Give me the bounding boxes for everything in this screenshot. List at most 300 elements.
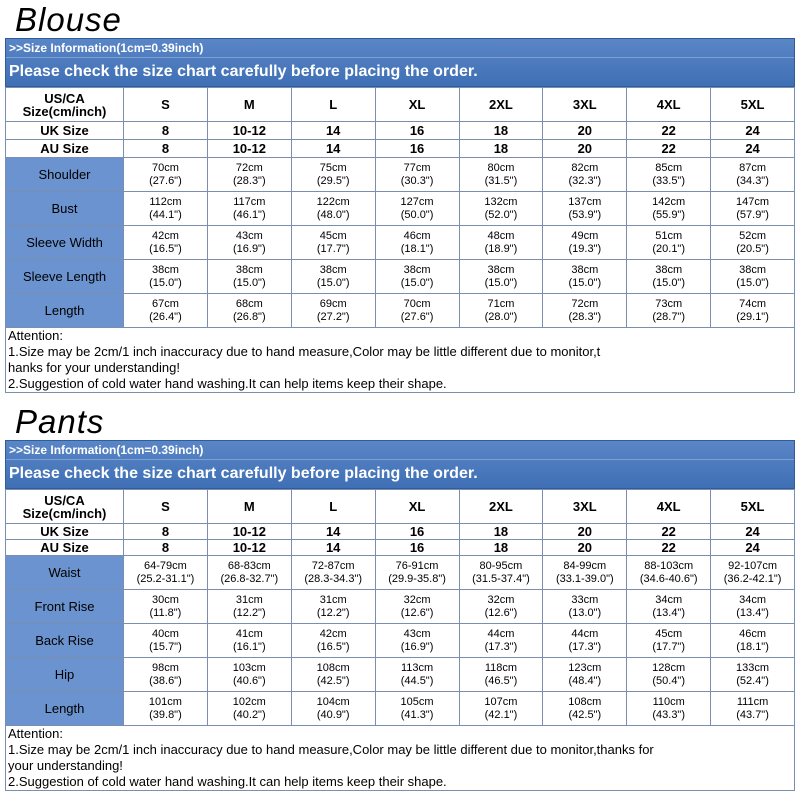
- measurement-cell: [375, 158, 459, 192]
- measurement-cell: [711, 624, 795, 658]
- measurement-cell: [124, 260, 208, 294]
- measurement-cell: [124, 158, 208, 192]
- cm-value: 103cm: [232, 661, 266, 674]
- inch-value: (29.9-35.8"): [388, 572, 446, 585]
- inch-value: (27.6"): [400, 310, 434, 323]
- cm-value: 87cm: [739, 161, 767, 174]
- cm-value: 80cm: [487, 161, 515, 174]
- cm-value: 33cm: [571, 593, 599, 606]
- inch-value: (16.5"): [316, 640, 350, 653]
- cm-value: 75cm: [319, 161, 347, 174]
- size-unit-label: Size(cm/inch): [22, 505, 107, 521]
- cm-value: 69cm: [319, 297, 347, 310]
- uk-size-cell: 24: [711, 524, 795, 540]
- inch-value: (30.3"): [400, 174, 434, 187]
- measurement-cell: [291, 192, 375, 226]
- cm-value: 45cm: [319, 229, 347, 242]
- measurement-cell: [543, 624, 627, 658]
- inch-value: (27.6"): [149, 174, 182, 187]
- measurement-cell: [124, 658, 208, 692]
- inch-value: (41.3"): [400, 708, 434, 721]
- measurement-cell: [375, 294, 459, 328]
- measurement-cell: [291, 226, 375, 260]
- inch-value: (50.0"): [400, 208, 434, 221]
- inch-value: (28.3"): [232, 174, 266, 187]
- cm-value: 102cm: [232, 695, 266, 708]
- inch-value: (13.4"): [736, 606, 769, 619]
- inch-value: (40.2"): [232, 708, 266, 721]
- pants-size-table: [5, 489, 795, 726]
- cm-value: 92-107cm: [728, 559, 778, 572]
- inch-value: (16.1"): [232, 640, 266, 653]
- au-size-label: AU Size: [6, 540, 124, 556]
- measurement-cell: [543, 692, 627, 726]
- inch-value: (52.4"): [736, 674, 769, 687]
- inch-value: (15.0"): [568, 276, 602, 289]
- cm-value: 147cm: [736, 195, 770, 208]
- measurement-cell: [207, 158, 291, 192]
- au-size-cell: 18: [459, 140, 543, 158]
- au-size-cell: 20: [543, 140, 627, 158]
- au-size-cell: 14: [291, 540, 375, 556]
- uk-size-cell: 14: [291, 122, 375, 140]
- uk-size-cell: 8: [124, 122, 208, 140]
- cm-value: 44cm: [571, 627, 599, 640]
- uk-size-row: [6, 122, 795, 140]
- measurement-cell: [459, 226, 543, 260]
- au-size-cell: 20: [543, 540, 627, 556]
- uk-size-label: UK Size: [6, 122, 124, 140]
- inch-value: (50.4"): [652, 674, 685, 687]
- uk-size-cell: 18: [459, 122, 543, 140]
- uk-size-cell: 10-12: [207, 524, 291, 540]
- inch-value: (34.6-40.6"): [639, 572, 698, 585]
- cm-value: 38cm: [487, 263, 515, 276]
- measurement-row: [6, 556, 795, 590]
- size-unit-label: Size(cm/inch): [22, 103, 107, 119]
- pants-section: [5, 404, 795, 791]
- au-size-cell: 22: [627, 540, 711, 556]
- cm-value: 48cm: [487, 229, 515, 242]
- check-notice-text: Please check the size chart carefully before placing the order.: [9, 63, 478, 80]
- inch-value: (31.5"): [484, 174, 518, 187]
- measurement-cell: [207, 692, 291, 726]
- measurement-cell: [459, 556, 543, 590]
- cm-value: 101cm: [148, 695, 182, 708]
- inch-value: (43.7"): [736, 708, 769, 721]
- cm-value: 38cm: [655, 263, 683, 276]
- cm-value: 132cm: [484, 195, 518, 208]
- inch-value: (52.0"): [484, 208, 518, 221]
- au-size-cell: 14: [291, 140, 375, 158]
- cm-value: 117cm: [233, 195, 266, 208]
- measurement-label: Back Rise: [6, 624, 124, 658]
- attention-line-3: 2.Suggestion of cold water hand washing.It can help items keep their shape.: [8, 774, 447, 789]
- inch-value: (53.9"): [568, 208, 602, 221]
- measurement-cell: [291, 658, 375, 692]
- cm-value: 111cm: [736, 695, 769, 708]
- measurement-row: [6, 226, 795, 260]
- inch-value: (29.5"): [316, 174, 350, 187]
- au-size-row: [6, 540, 795, 556]
- attention-line-2: hanks for your understanding!: [8, 360, 180, 375]
- measurement-cell: [375, 556, 459, 590]
- pants-banner: [5, 440, 795, 489]
- inch-value: (40.9"): [316, 708, 350, 721]
- size-info-text: >>Size Information(1cm=0.39inch): [6, 39, 794, 58]
- measurement-cell: [627, 158, 711, 192]
- inch-value: (12.6"): [400, 606, 434, 619]
- cm-value: 80-95cm: [479, 559, 523, 572]
- cm-value: 46cm: [403, 229, 431, 242]
- size-header-s: S: [124, 490, 208, 524]
- size-header-4xl: 4XL: [627, 88, 711, 122]
- measurement-cell: [459, 294, 543, 328]
- inch-value: (46.5"): [484, 674, 518, 687]
- inch-value: (13.4"): [652, 606, 685, 619]
- measurement-cell: [543, 226, 627, 260]
- inch-value: (44.1"): [149, 208, 182, 221]
- measurement-cell: [207, 658, 291, 692]
- uk-size-cell: 22: [627, 524, 711, 540]
- inch-value: (18.9"): [484, 242, 518, 255]
- measurement-cell: [459, 158, 543, 192]
- inch-value: (28.3-34.3"): [304, 572, 363, 585]
- uk-size-cell: 20: [543, 122, 627, 140]
- measurement-label: Front Rise: [6, 590, 124, 624]
- cm-value: 41cm: [235, 627, 263, 640]
- measurement-cell: [207, 192, 291, 226]
- measurement-cell: [627, 226, 711, 260]
- cm-value: 43cm: [403, 627, 431, 640]
- measurement-cell: [543, 260, 627, 294]
- cm-value: 32cm: [487, 593, 515, 606]
- inch-value: (46.1"): [232, 208, 266, 221]
- measurement-cell: [459, 692, 543, 726]
- cm-value: 44cm: [487, 627, 515, 640]
- inch-value: (15.0"): [316, 276, 350, 289]
- measurement-cell: [627, 590, 711, 624]
- inch-value: (15.0"): [232, 276, 266, 289]
- au-size-cell: 10-12: [207, 140, 291, 158]
- us-ca-label: US/CA: [44, 90, 85, 106]
- inch-value: (32.3"): [568, 174, 602, 187]
- cm-value: 38cm: [739, 263, 767, 276]
- inch-value: (18.1"): [400, 242, 434, 255]
- inch-value: (16.9"): [232, 242, 266, 255]
- measurement-cell: [207, 260, 291, 294]
- cm-value: 108cm: [568, 695, 602, 708]
- measurement-cell: [543, 294, 627, 328]
- inch-value: (12.2"): [232, 606, 266, 619]
- size-header-xl: XL: [375, 490, 459, 524]
- measurement-cell: [459, 624, 543, 658]
- measurement-cell: [291, 158, 375, 192]
- cm-value: 45cm: [655, 627, 683, 640]
- cm-value: 34cm: [739, 593, 767, 606]
- cm-value: 38cm: [319, 263, 347, 276]
- uk-size-cell: 16: [375, 524, 459, 540]
- blouse-title: Blouse: [15, 1, 122, 38]
- inch-value: (33.1-39.0"): [555, 572, 614, 585]
- size-header-m: M: [207, 88, 291, 122]
- cm-value: 38cm: [403, 263, 431, 276]
- cm-value: 108cm: [316, 661, 350, 674]
- inch-value: (48.0"): [316, 208, 350, 221]
- inch-value: (17.3"): [484, 640, 518, 653]
- pants-title: Pants: [15, 403, 105, 440]
- uk-size-label: UK Size: [6, 524, 124, 540]
- measurement-label: Waist: [6, 556, 124, 590]
- inch-value: (55.9"): [652, 208, 685, 221]
- measurement-label: Hip: [6, 658, 124, 692]
- measurement-cell: [207, 226, 291, 260]
- measurement-row: [6, 624, 795, 658]
- measurement-cell: [459, 658, 543, 692]
- cm-value: 84-99cm: [563, 559, 607, 572]
- measurement-cell: [627, 658, 711, 692]
- cm-value: 122cm: [316, 195, 350, 208]
- inch-value: (17.3"): [568, 640, 602, 653]
- cm-value: 30cm: [151, 593, 179, 606]
- header-row: [6, 88, 795, 122]
- size-header-3xl: 3XL: [543, 88, 627, 122]
- inch-value: (16.5"): [149, 242, 182, 255]
- measurement-cell: [375, 192, 459, 226]
- cm-value: 105cm: [400, 695, 434, 708]
- measurement-cell: [124, 192, 208, 226]
- inch-value: (36.2-42.1"): [723, 572, 782, 585]
- au-size-cell: 24: [711, 540, 795, 556]
- measurement-cell: [124, 556, 208, 590]
- measurement-cell: [627, 692, 711, 726]
- measurement-cell: [291, 590, 375, 624]
- measurement-cell: [207, 294, 291, 328]
- inch-value: (15.0"): [149, 276, 182, 289]
- cm-value: 82cm: [571, 161, 599, 174]
- us-ca-label: US/CA: [44, 492, 85, 508]
- measurement-cell: [627, 556, 711, 590]
- inch-value: (57.9"): [736, 208, 769, 221]
- uk-size-cell: 18: [459, 524, 543, 540]
- cm-value: 64-79cm: [144, 559, 187, 572]
- measurement-cell: [291, 556, 375, 590]
- inch-value: (13.0"): [568, 606, 602, 619]
- measurement-cell: [291, 294, 375, 328]
- cm-value: 137cm: [568, 195, 602, 208]
- cm-value: 127cm: [400, 195, 434, 208]
- measurement-cell: [711, 226, 795, 260]
- cm-value: 142cm: [652, 195, 686, 208]
- cm-value: 123cm: [568, 661, 602, 674]
- inch-value: (48.4"): [568, 674, 602, 687]
- inch-value: (42.1"): [484, 708, 518, 721]
- inch-value: (42.5"): [316, 674, 350, 687]
- size-header-4xl: 4XL: [627, 490, 711, 524]
- cm-value: 118cm: [484, 661, 518, 674]
- measurement-cell: [124, 590, 208, 624]
- measurement-cell: [711, 294, 795, 328]
- blouse-size-table: [5, 87, 795, 328]
- cm-value: 112cm: [149, 195, 182, 208]
- uk-size-cell: 20: [543, 524, 627, 540]
- measurement-label: Length: [6, 692, 124, 726]
- inch-value: (18.1"): [736, 640, 769, 653]
- measurement-label: Length: [6, 294, 124, 328]
- au-size-cell: 18: [459, 540, 543, 556]
- size-header-l: L: [291, 88, 375, 122]
- cm-value: 42cm: [151, 229, 179, 242]
- measurement-cell: [627, 294, 711, 328]
- cm-value: 32cm: [403, 593, 431, 606]
- cm-value: 46cm: [739, 627, 767, 640]
- measurement-cell: [291, 260, 375, 294]
- cm-value: 104cm: [316, 695, 350, 708]
- inch-value: (16.9"): [400, 640, 434, 653]
- blouse-banner: [5, 38, 795, 87]
- cm-value: 49cm: [571, 229, 599, 242]
- check-notice-text: Please check the size chart carefully before placing the order.: [9, 465, 478, 482]
- measurement-cell: [291, 624, 375, 658]
- inch-value: (44.5"): [400, 674, 434, 687]
- inch-value: (33.5"): [652, 174, 685, 187]
- measurement-cell: [375, 658, 459, 692]
- measurement-cell: [543, 556, 627, 590]
- cm-value: 70cm: [151, 161, 179, 174]
- cm-value: 71cm: [487, 297, 515, 310]
- size-header-2xl: 2XL: [459, 490, 543, 524]
- measurement-cell: [375, 624, 459, 658]
- cm-value: 51cm: [655, 229, 683, 242]
- cm-value: 52cm: [739, 229, 767, 242]
- au-size-label: AU Size: [6, 140, 124, 158]
- measurement-cell: [627, 260, 711, 294]
- cm-value: 107cm: [484, 695, 518, 708]
- measurement-cell: [711, 192, 795, 226]
- pants-attention: [5, 726, 795, 791]
- measurement-cell: [375, 590, 459, 624]
- cm-value: 128cm: [652, 661, 686, 674]
- attention-line-2: your understanding!: [8, 758, 123, 773]
- size-header-m: M: [207, 490, 291, 524]
- cm-value: 38cm: [151, 263, 179, 276]
- measurement-cell: [124, 624, 208, 658]
- measurement-cell: [207, 590, 291, 624]
- cm-value: 72-87cm: [311, 559, 355, 572]
- inch-value: (28.3"): [568, 310, 602, 323]
- attention-title: Attention:: [8, 726, 63, 741]
- cm-value: 110cm: [652, 695, 685, 708]
- au-size-cell: 16: [375, 540, 459, 556]
- measurement-label: Shoulder: [6, 158, 124, 192]
- blouse-attention: [5, 328, 795, 393]
- inch-value: (25.2-31.1"): [136, 572, 195, 585]
- cm-value: 42cm: [319, 627, 347, 640]
- inch-value: (40.6"): [232, 674, 266, 687]
- measurement-row: [6, 260, 795, 294]
- cm-value: 88-103cm: [644, 559, 694, 572]
- attention-line-1: 1.Size may be 2cm/1 inch inaccuracy due to hand measure,Color may be little different due to monitor,thanks for: [8, 742, 654, 757]
- size-header-5xl: 5XL: [711, 88, 795, 122]
- inch-value: (17.7"): [652, 640, 685, 653]
- measurement-label: Bust: [6, 192, 124, 226]
- au-size-cell: 22: [627, 140, 711, 158]
- measurement-cell: [543, 590, 627, 624]
- inch-value: (15.0"): [736, 276, 769, 289]
- cm-value: 85cm: [655, 161, 683, 174]
- inch-value: (26.8"): [232, 310, 266, 323]
- au-size-cell: 8: [124, 540, 208, 556]
- measurement-row: [6, 658, 795, 692]
- cm-value: 67cm: [151, 297, 179, 310]
- au-size-cell: 10-12: [207, 540, 291, 556]
- measurement-cell: [459, 590, 543, 624]
- inch-value: (38.6"): [149, 674, 182, 687]
- inch-value: (15.7"): [149, 640, 182, 653]
- uk-size-cell: 22: [627, 122, 711, 140]
- au-size-row: [6, 140, 795, 158]
- measurement-cell: [375, 260, 459, 294]
- measurement-cell: [124, 226, 208, 260]
- uk-size-row: [6, 524, 795, 540]
- measurement-cell: [711, 260, 795, 294]
- measurement-cell: [627, 192, 711, 226]
- cm-value: 98cm: [151, 661, 179, 674]
- measurement-cell: [375, 226, 459, 260]
- measurement-cell: [711, 158, 795, 192]
- inch-value: (20.5"): [736, 242, 769, 255]
- size-header-5xl: 5XL: [711, 490, 795, 524]
- measurement-cell: [543, 158, 627, 192]
- measurement-label: Sleeve Width: [6, 226, 124, 260]
- cm-value: 73cm: [655, 297, 683, 310]
- uk-size-cell: 8: [124, 524, 208, 540]
- inch-value: (28.0"): [484, 310, 518, 323]
- inch-value: (26.4"): [149, 310, 182, 323]
- size-header-2xl: 2XL: [459, 88, 543, 122]
- us-ca-header: [6, 490, 124, 524]
- attention-title: Attention:: [8, 328, 63, 343]
- measurement-cell: [375, 692, 459, 726]
- size-header-s: S: [124, 88, 208, 122]
- cm-value: 43cm: [235, 229, 263, 242]
- cm-value: 40cm: [151, 627, 179, 640]
- measurement-cell: [543, 192, 627, 226]
- inch-value: (42.5"): [568, 708, 602, 721]
- cm-value: 38cm: [235, 263, 263, 276]
- measurement-cell: [124, 692, 208, 726]
- cm-value: 68cm: [235, 297, 263, 310]
- au-size-cell: 24: [711, 140, 795, 158]
- cm-value: 31cm: [235, 593, 263, 606]
- cm-value: 34cm: [655, 593, 683, 606]
- inch-value: (19.3"): [568, 242, 602, 255]
- blouse-section: [5, 2, 795, 393]
- inch-value: (12.2"): [316, 606, 350, 619]
- measurement-cell: [711, 590, 795, 624]
- au-size-cell: 16: [375, 140, 459, 158]
- cm-value: 72cm: [235, 161, 263, 174]
- measurement-row: [6, 294, 795, 328]
- measurement-cell: [207, 556, 291, 590]
- size-header-3xl: 3XL: [543, 490, 627, 524]
- measurement-cell: [124, 294, 208, 328]
- inch-value: (39.8"): [149, 708, 182, 721]
- uk-size-cell: 16: [375, 122, 459, 140]
- cm-value: 74cm: [739, 297, 767, 310]
- measurement-row: [6, 192, 795, 226]
- cm-value: 70cm: [403, 297, 431, 310]
